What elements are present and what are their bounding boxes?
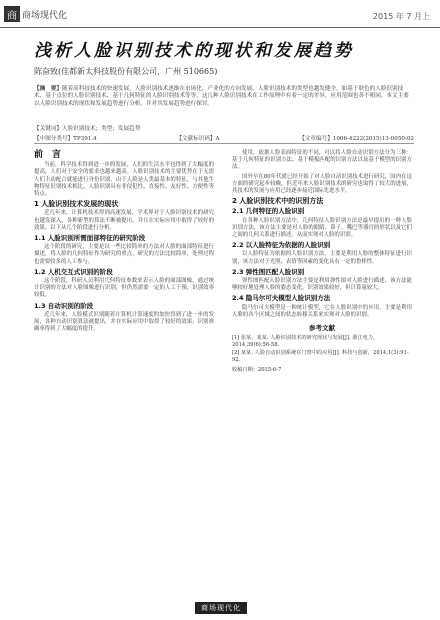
paragraph: 当前，科学技术得到进一步的发展，人们的生活水平也得到了大幅度的提高，人们对于安全的要求也越来越高。人脸识别技术的主要优势在于无需人们主动配合就能进行身份识别，由于人脸是人类最基本的特征，与其他生物特征识别技术相比，人脸识别具有非侵犯性、直接性、友好性、方便性等特点。 xyxy=(34,162,214,198)
publication-date: 2015 年 7 月上 xyxy=(372,12,430,21)
document-code: 【文献标识码】A xyxy=(176,136,220,142)
paragraph: 使用，依据人脸表面特征的不同，可以将人脸自动识别方法分为三种：基于几何特征的识别方法、基于模板匹配的识别方法以及基于模型的识别方法。 xyxy=(232,150,412,171)
section-heading: 前 言 xyxy=(34,150,62,160)
paragraph: 这个阶段的研究，主要是以一些比较简单的方法对人脸的面部特征进行描述，将人脸的几何特征作为研究的重点，研究的方法比较简单，处理过程也需要较多的人工参与。 xyxy=(34,244,214,265)
subsection-heading: 2.2 以人脸特征为依据的人脸识别 xyxy=(232,241,331,250)
paragraph: 弹性图匹配人脸识别方法主要是利用弹性图对人脸进行描述，该方法能够较好地处理人脸的姿态变化，识别效果较好，但计算量较大。 xyxy=(232,278,412,292)
paragraph: 在各种人脸识别方法中，几何特征人脸识别方法是最早提出的一种人脸识别方法，该方法主要是对人脸的眼睛、鼻子、嘴巴等器官的形状以及它们之间的几何关系进行描述，从而实现对人脸的识别。 xyxy=(232,217,412,239)
journal-brand xyxy=(4,6,67,22)
reference-item: [2] 某某. 人脸自动识别系统在门禁中的应用[J]. 科技与创新，2014,1(3):91-92. xyxy=(232,350,409,364)
header-divider xyxy=(0,27,440,28)
subsection-heading: 2.4 隐马尔可夫模型人脸识别方法 xyxy=(232,294,331,303)
left-column xyxy=(34,150,214,335)
right-column xyxy=(232,150,412,374)
paragraph: 以人脸特征为依据的人脸识别方法，主要是利用人脸的整体特征进行识别，该方法对于光照、表情等因素的变化具有一定的鲁棒性。 xyxy=(232,251,412,265)
article-title: 浅析人脸识别技术的现状和发展趋势 xyxy=(34,41,354,61)
footer-logo: 商场现代化 xyxy=(195,602,247,614)
class-number: 【中图分类号】TP391.4 xyxy=(34,136,97,142)
paragraph: 近几年来，计算机技术得到高速发展，学术界对于人脸识别技术的研究也越发深入，各种新型的算法不断被提出，并且在实际应用中取得了较好的效果。以下从几个阶段进行分析。 xyxy=(34,210,214,231)
paragraph: 隐马尔可夫模型是一种统计模型，它在人脸识别中的应用，主要是利用人脸的各个区域之间的状态转移关系来实现对人脸的识别。 xyxy=(232,304,412,318)
reference-item: [1] 张某，某某. 人脸识别技术的研究现状与发展[J]. 浙江电力，2014,39(6):56-58. xyxy=(232,335,379,349)
subsection-heading: 1.2 人机交互式识别的阶段 xyxy=(34,267,113,276)
keywords: 【关键词】人脸识别技术；类型；发展趋势 xyxy=(34,126,141,132)
journal-name: 商场现代化 xyxy=(22,10,68,21)
abstract-tag: 【摘 要】 xyxy=(34,86,62,92)
paragraph: 国外早在80年代就已经开始了对人脸自动识别技术进行研究，国内在这方面的研究起步较晚，但近年来人脸识别技术的研究也取得了较大的进展，其技术的发展与应用已经逐步接近国际先进水平。 xyxy=(232,173,412,195)
subsection-heading: 1.3 自动识别的阶段 xyxy=(34,301,94,310)
page-header xyxy=(0,0,440,28)
paragraph: 这个阶段，科研人员利用几何特征参数来表示人脸的面部图像，通过统计识别的方法对人脸图像进行识别，但仍然需要一定的人工干预，识别效率较低。 xyxy=(34,278,214,299)
section-heading: 2 人脸识别技术中的识别方法 xyxy=(232,197,324,206)
abstract-divider xyxy=(34,143,414,144)
classification-row xyxy=(34,134,414,142)
abstract-text: 随着高科技技术的快速发展，人脸识别技术逐渐在市场化、产业化的方向发展。人脸识别技术的类型也越发健全，如基于肤色的人脸识别技术、基于点位的人脸识别技术、基于几何特征的人脸识别技术等等，这几种人脸识别技术在工作原理中有着一定的差异，应用范围也各不相同。本文主要以人脸识别技术的现状和发展趋势进行分析，并对其发展趋势进行探讨。 xyxy=(34,86,409,107)
article-author: 陈奋致(佳都新太科技股份有限公司，广州 510665) xyxy=(34,67,218,76)
references-heading: 参考文献 xyxy=(309,324,335,333)
abstract xyxy=(34,86,414,108)
journal-logo-icon: 商 xyxy=(4,6,20,22)
paragraph: 近几年来，人脸模式识别随着计算机计算速度的加快得到了进一步的发展，各种自动识别算法被提出，并在实际应用中取得了较好的效果，识别准确率得到了大幅度的提升。 xyxy=(34,311,214,333)
subsection-heading: 2.3 弹性图匹配人脸识别 xyxy=(232,267,305,276)
subsection-heading: 2.1 几何特征的人脸识别 xyxy=(232,207,305,216)
received-date: 收稿日期：2015-6-7 xyxy=(232,367,282,374)
article-number: 【文章编号】1006-4222(2015)13-0050-02 xyxy=(299,136,414,142)
section-heading: 1 人脸识别技术发展的现状 xyxy=(34,200,119,209)
subsection-heading: 1.1 人脸识别所需面部特征的研究阶段 xyxy=(34,234,146,243)
